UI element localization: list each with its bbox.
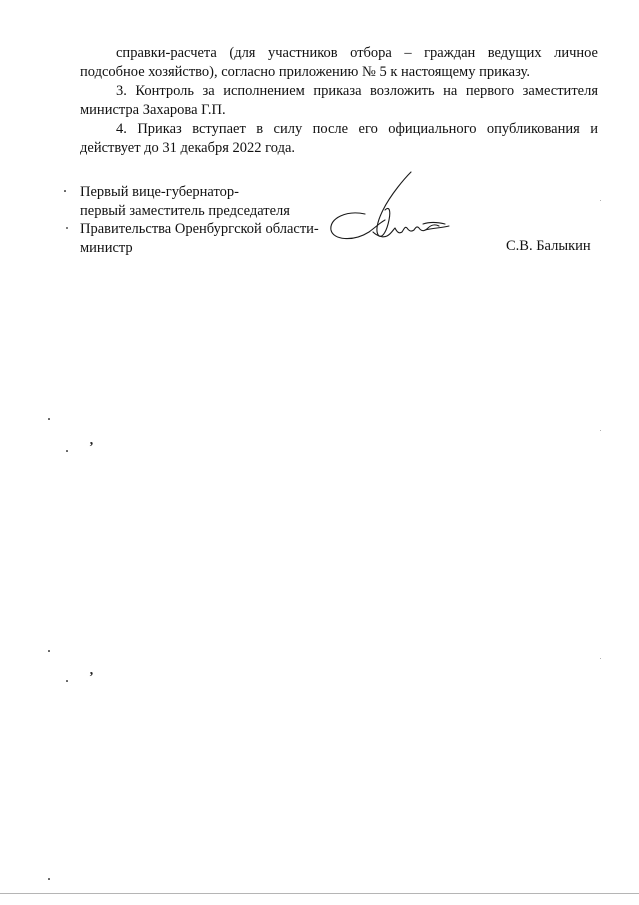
scan-speck [600, 430, 601, 431]
paragraph-continuation [80, 44, 598, 82]
paragraph-line: справки-расчета (для участников отбора – граждан ведущих личное [116, 45, 598, 61]
signatory-position-line: министр [80, 239, 133, 256]
scan-mark: ’ [89, 440, 94, 455]
scan-speck [600, 200, 601, 201]
scan-speck [66, 450, 68, 452]
scan-mark: ’ [89, 670, 94, 685]
signatory-position-line: Первый вице-губернатор- [80, 184, 239, 200]
signatory-position-line: Правительства Оренбургской области- [80, 221, 319, 237]
paragraph-line: 4. Приказ вступает в силу после его официального опубликования и [116, 121, 598, 137]
scan-speck [48, 418, 50, 420]
paragraph-line: 3. Контроль за исполнением приказа возложить на первого заместителя [116, 83, 598, 99]
scan-speck [48, 650, 50, 652]
handwritten-signature [325, 166, 455, 246]
scan-speck [48, 878, 50, 880]
scan-speck [600, 658, 601, 659]
signatory-name: С.В. Балыкин [506, 238, 591, 254]
scan-speck [66, 680, 68, 682]
paragraph-4 [80, 120, 598, 158]
signatory-position-line: первый заместитель председателя [80, 202, 290, 219]
scan-speck [64, 190, 66, 192]
scan-speck [66, 227, 68, 229]
paragraph-line: действует до 31 декабря 2022 года. [80, 140, 296, 156]
scan-edge-line [0, 893, 639, 894]
paragraph-line: подсобное хозяйство), согласно приложению № 5 к настоящему приказу. [80, 64, 530, 80]
signatory-position [80, 183, 319, 257]
paragraph-line: министра Захарова Г.П. [80, 102, 226, 118]
paragraph-3 [80, 82, 598, 120]
